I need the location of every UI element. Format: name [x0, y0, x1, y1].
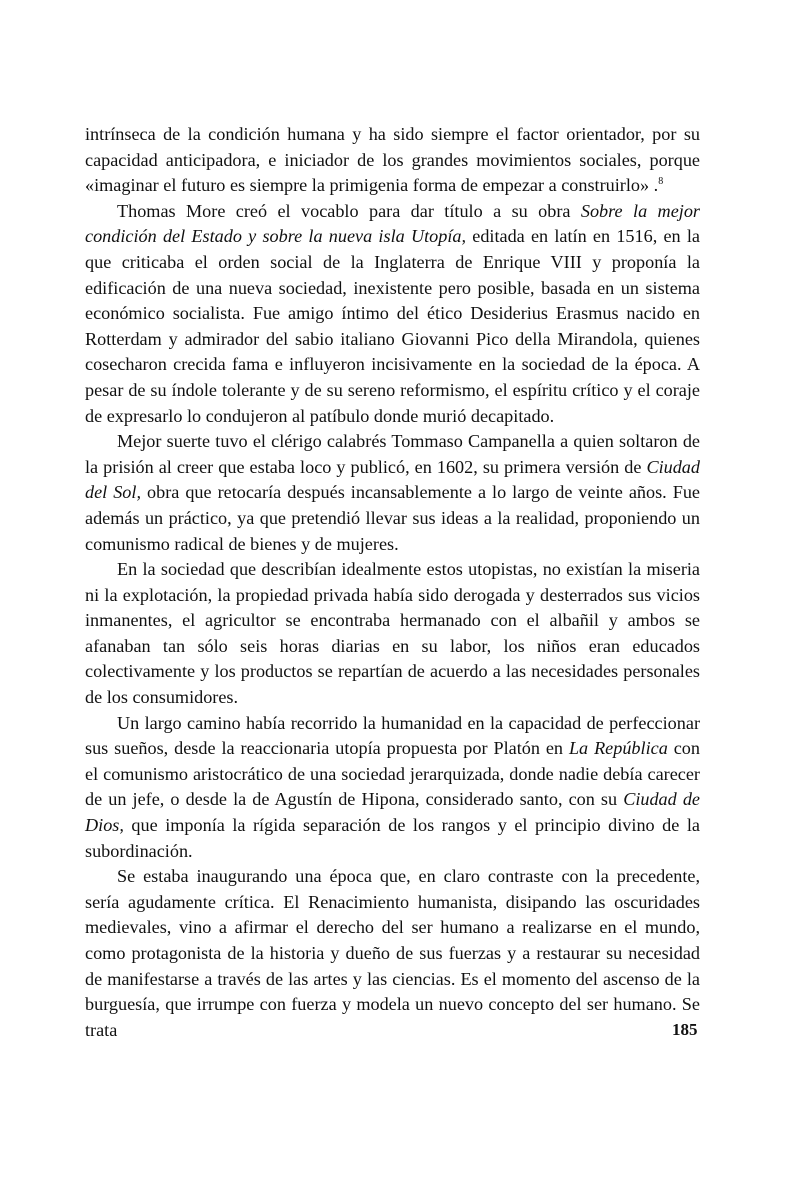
- paragraph: [85, 122, 700, 199]
- paragraph: [85, 429, 700, 557]
- italic-title: La República: [568, 738, 668, 759]
- text-run: Un largo camino había recorrido la humanidad en la capacidad de perfeccionar sus sueños, desde la reaccionaria utopía propuesta por Platón en: [85, 712, 700, 759]
- paragraph: [85, 711, 700, 865]
- text-run: Thomas More creó el vocablo para dar título a su obra: [117, 200, 581, 221]
- italic-title: Ciudad del Sol,: [85, 456, 700, 503]
- italic-title: Sobre la mejor condición del Estado y sobre la nueva isla Utopía,: [85, 200, 700, 247]
- paragraph: [85, 199, 700, 429]
- text-run: intrínseca de la condición humana y ha sido siempre el factor orientador, por su capacidad anticipadora, e iniciador de los grandes movimientos sociales, porque «imaginar el futuro es siempre la primigenia forma de empezar a construirlo» .: [85, 124, 700, 196]
- text-run: En la sociedad que describían idealmente estos utopistas, no existían la miseria ni la explotación, la propiedad privada había sido derogada y desterrados sus vicios inmanentes, el agricultor se encontraba hermanado con el albañil y ambos se afanaban tan sólo seis horas diarias en su labor, los niños eran educados colectivamente y los productos se repartían de acuerdo a las necesidades personales de los consumidores.: [85, 559, 700, 708]
- italic-title: Ciudad de Dios,: [85, 789, 700, 836]
- text-run: editada en latín en 1516, en la que criticaba el orden social de la Inglaterra de Enrique VIII y proponía la edificación de una nueva sociedad, inexistente pero posible, basada en un sistema económico socialista. Fue amigo íntimo del ético Desiderius Erasmus nacido en Rotterdam y admirador del sabio italiano Giovanni Pico della Mirandola, quienes cosecharon crecida fama e influyeron incisivamente en la sociedad de la época. A pesar de su índole tolerante y de su sereno reformismo, el espíritu crítico y el coraje de expresarlo lo condujeron al patíbulo donde murió decapitado.: [85, 226, 700, 426]
- footnote-marker: 8: [658, 176, 664, 188]
- text-run: obra que retocaría después incansablemente a lo largo de veinte años. Fue además un práctico, ya que pretendió llevar sus ideas a la realidad, proponiendo un comunismo radical de bienes y de mujeres.: [85, 482, 700, 554]
- text-run: Mejor suerte tuvo el clérigo calabrés Tommaso Campanella a quien soltaron de la prisión al creer que estaba loco y publicó, en 1602, su primera versión de: [85, 431, 700, 477]
- paragraph: [85, 864, 700, 1043]
- body-text: [85, 122, 700, 1043]
- text-run: con el comunismo aristocrático de una sociedad jerarquizada, donde nadie debía carecer de un jefe, o desde la de Agustín de Hipona, considerado santo, con su: [85, 738, 700, 810]
- text-run: Se estaba inaugurando una época que, en claro contraste con la precedente, sería agudamente crítica. El Renacimiento humanista, disipando las oscuridades medievales, vino a afirmar el derecho del ser humano a realizarse en el mundo, como protagonista de la historia y dueño de sus fuerzas y a restaurar su necesidad de manifestarse a través de las artes y las ciencias. Es el momento del ascenso de la burguesía, que irrumpe con fuerza y modela un nuevo concepto del ser humano. Se trata: [85, 866, 700, 1040]
- text-run: que imponía la rígida separación de los rangos y el principio divino de la subordinación.: [85, 815, 700, 861]
- page-number: 185: [672, 1020, 698, 1039]
- paragraph: [85, 557, 700, 711]
